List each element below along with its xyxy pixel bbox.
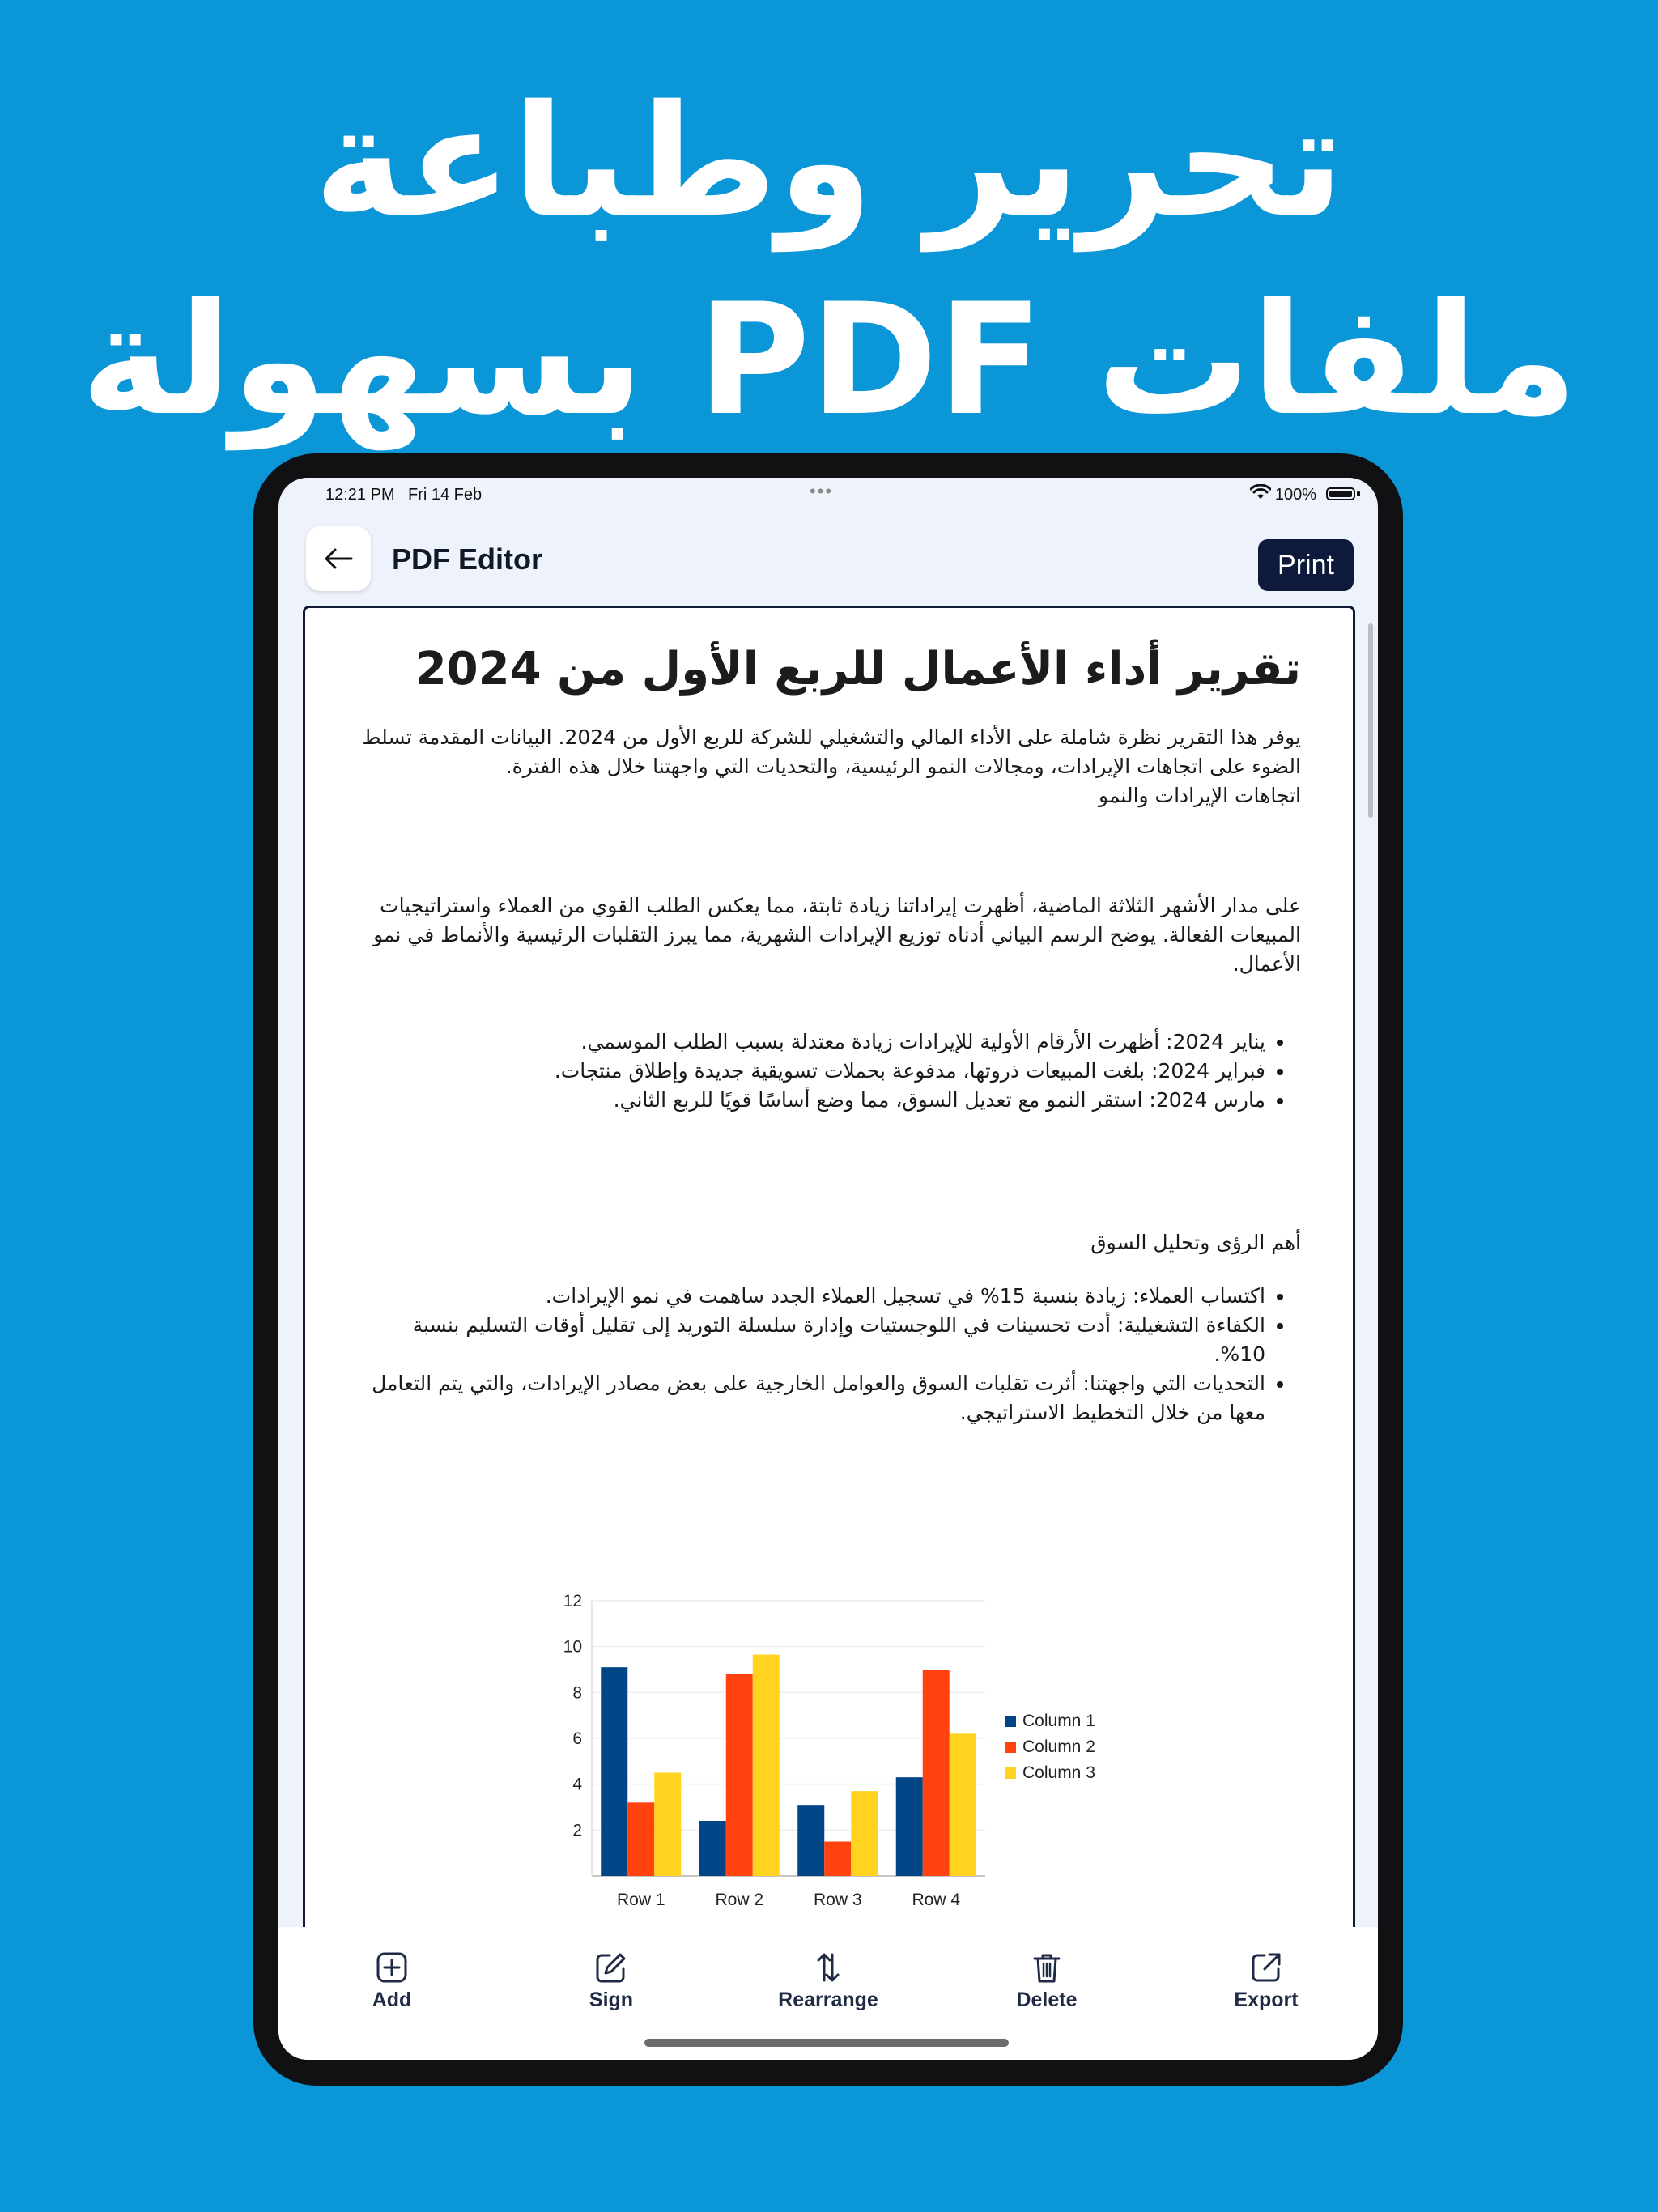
document-title: تقرير أداء الأعمال للربع الأول من 2024 (414, 643, 1301, 696)
add-page-icon (376, 1951, 408, 1984)
chart-bar (654, 1773, 681, 1877)
chart-bar (627, 1802, 654, 1876)
chart-ytick-label: 2 (572, 1821, 582, 1840)
sign-pen-icon (595, 1951, 627, 1984)
document-content (362, 637, 1301, 1427)
rearrange-label: Rearrange (778, 1989, 878, 2011)
wifi-icon (1250, 484, 1271, 505)
scrollbar[interactable] (1368, 623, 1373, 818)
promo-line-2: ملفات PDF بسهولة (80, 270, 1578, 449)
chart-ytick-label: 4 (572, 1775, 582, 1794)
list-item: • مارس 2024: استقر النمو مع تعديل السوق، مما وضع أساسًا قويًا للربع الثاني. (362, 1086, 1265, 1115)
list-item: • الكفاءة التشغيلية: أدت تحسينات في اللوجستيات وإدارة سلسلة التوريد إلى تقليل أوقات التسليم بنسبة 10%. (362, 1311, 1265, 1369)
promo-line-1: تحرير وطباعة (313, 72, 1345, 251)
chart-bar (601, 1667, 627, 1876)
chart-bar (797, 1805, 824, 1876)
rearrange-button[interactable] (763, 1951, 893, 2012)
sign-label: Sign (589, 1989, 634, 2011)
nav-bar (278, 513, 1378, 591)
page-title: PDF Editor (392, 542, 542, 576)
rearrange-arrows-icon (812, 1951, 844, 1984)
battery-percent: 100% (1274, 486, 1316, 504)
sign-button[interactable] (546, 1951, 676, 2012)
tablet-frame (253, 453, 1403, 2086)
home-indicator[interactable] (644, 2039, 1009, 2047)
chart-bar (824, 1842, 851, 1877)
list-item: • التحديات التي واجهتنا: أثرت تقلبات السوق والعوامل الخارجية على بعض مصادر الإيرادات، والتي يتم التعامل معها من خلال التخطيط الاستراتيجي. (362, 1369, 1265, 1427)
revenue-bar-chart (524, 1580, 1107, 1936)
chart-bar (950, 1733, 976, 1876)
list-item: • فبراير 2024: بلغت المبيعات ذروتها، مدفوعة بحملات تسويقية جديدة وإطلاق منتجات. (362, 1057, 1265, 1086)
status-time: 12:21 PM (325, 486, 395, 504)
delete-label: Delete (1016, 1989, 1078, 2011)
multitasking-dots-icon[interactable]: ••• (810, 481, 834, 501)
chart-xtick-label: Row 4 (912, 1891, 961, 1909)
status-date: Fri 14 Feb (408, 486, 483, 504)
chart-legend-label: Column 2 (1022, 1738, 1095, 1756)
pdf-page[interactable] (303, 606, 1355, 1950)
list-item: • اكتساب العملاء: زيادة بنسبة 15% في تسجيل العملاء الجدد ساهمت في نمو الإيرادات. (362, 1282, 1265, 1311)
delete-button[interactable] (982, 1951, 1112, 2012)
chart-legend-swatch (1005, 1716, 1016, 1727)
chart-ytick-label: 12 (563, 1592, 582, 1610)
chart-legend-swatch (1005, 1767, 1016, 1779)
chart-bar (851, 1791, 878, 1876)
back-button[interactable] (306, 526, 371, 591)
months-list (362, 1027, 1301, 1115)
chart-ytick-label: 10 (563, 1637, 582, 1657)
chart-legend-label: Column 1 (1022, 1712, 1095, 1730)
status-bar (278, 478, 1378, 513)
section-body-revenue: على مدار الأشهر الثلاثة الماضية، أظهرت إيراداتنا زيادة ثابتة، مما يعكس الطلب القوي من العملاء واستراتيجيات المبيعات الفعالة. يوضح الرسم البياني أدناه توزيع الإيرادات الشهرية، مما يبرز التقلبات الرئيسية والأنماط في نمو الأعمال. (373, 894, 1301, 976)
promo-headline (0, 72, 1658, 453)
export-button[interactable] (1201, 1951, 1331, 2012)
chart-ytick-label: 8 (572, 1683, 582, 1703)
chart-xtick-label: Row 2 (715, 1891, 764, 1909)
chart-bar (699, 1821, 726, 1876)
print-button[interactable]: Print (1258, 539, 1354, 591)
chart-bar (726, 1674, 753, 1876)
arrow-left-icon (324, 547, 353, 570)
export-label: Export (1234, 1989, 1299, 2011)
list-item: • يناير 2024: أظهرت الأرقام الأولية للإيرادات زيادة معتدلة بسبب الطلب الموسمي. (362, 1027, 1265, 1057)
chart-bar (896, 1777, 923, 1876)
chart-xtick-label: Row 3 (813, 1891, 862, 1909)
tablet-screen (278, 478, 1378, 2060)
section-heading-insights: أهم الرؤى وتحليل السوق (1090, 1231, 1301, 1254)
chart-legend-swatch (1005, 1742, 1016, 1753)
trash-icon (1031, 1951, 1063, 1984)
battery-icon (1326, 487, 1355, 500)
chart-bar (753, 1655, 780, 1876)
section-heading-revenue: اتجاهات الإيرادات والنمو (1099, 784, 1301, 807)
insights-list (362, 1282, 1301, 1427)
export-share-icon (1250, 1951, 1282, 1984)
chart-ytick-label: 6 (572, 1729, 582, 1748)
chart-xtick-label: Row 1 (616, 1891, 665, 1909)
add-button[interactable] (327, 1951, 457, 2012)
battery-tip (1357, 491, 1360, 496)
add-label: Add (372, 1989, 412, 2011)
chart-legend-label: Column 3 (1022, 1763, 1095, 1782)
document-intro: يوفر هذا التقرير نظرة شاملة على الأداء المالي والتشغيلي للشركة للربع الأول من 2024. البيانات المقدمة تسلط الضوء على اتجاهات الإيرادات، ومجالات النمو الرئيسية، والتحديات التي واجهتنا خلال هذه الفترة. (362, 725, 1301, 778)
chart-bar (923, 1670, 950, 1876)
